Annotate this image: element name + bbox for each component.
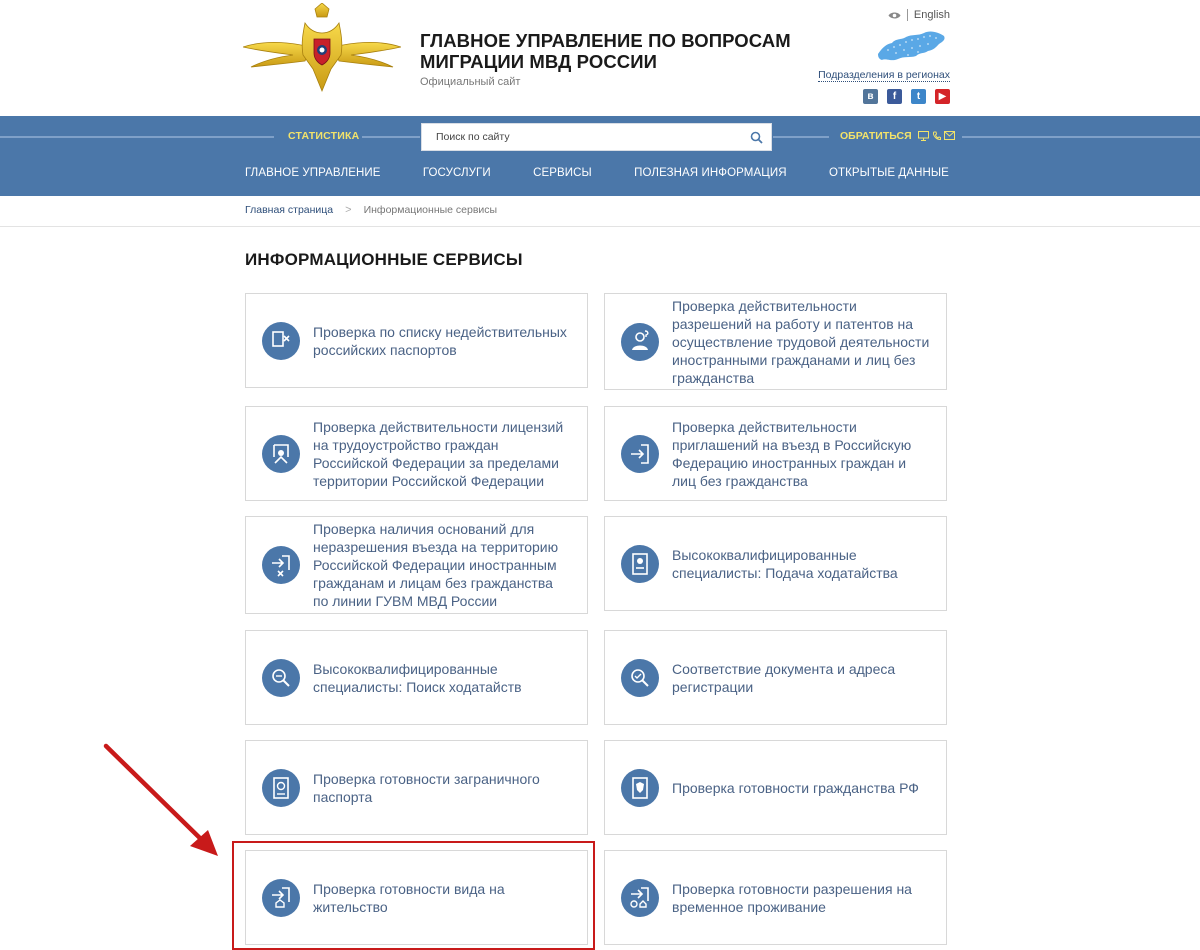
language-switcher: [888, 9, 950, 21]
service-card-label-line: гражданства: [672, 369, 755, 386]
site-title[interactable]: [420, 30, 791, 72]
menu-item-services[interactable]: СЕРВИСЫ: [533, 167, 592, 179]
service-card-label-line: Проверка готовности заграничного: [313, 770, 540, 787]
page-title: ИНФОРМАЦИОННЫЕ СЕРВИСЫ: [245, 250, 523, 269]
russia-map-icon[interactable]: [876, 28, 948, 68]
service-card-label-line: Проверка готовности вида на: [313, 880, 505, 897]
service-card-label-line: Российской Федерации иностранным: [313, 557, 557, 573]
breadcrumb-separator-icon: >: [345, 204, 352, 216]
service-card-label-line: территории Российской Федерации: [313, 472, 545, 489]
service-card[interactable]: [604, 850, 947, 945]
service-card-label-line: приглашений на въезд в Российскую: [672, 436, 912, 453]
service-card[interactable]: [604, 293, 947, 390]
service-card-label-line: осуществление трудовой деятельности: [672, 333, 930, 350]
english-link[interactable]: English: [913, 9, 950, 21]
petition-search-icon: [262, 659, 300, 697]
monitor-icon: [918, 131, 929, 141]
service-card-label-line: Высококвалифицированные: [313, 660, 498, 677]
citizenship-icon: [621, 769, 659, 807]
foreign-passport-icon: [262, 769, 300, 807]
search-input[interactable]: [422, 131, 742, 143]
service-card-label-line: на трудоустройство граждан: [313, 436, 499, 453]
site-header: [0, 0, 1200, 116]
service-card-label-line: Проверка действительности: [672, 418, 857, 435]
service-card-label-line: Высококвалифицированные: [672, 546, 857, 563]
vk-icon[interactable]: в: [863, 89, 878, 104]
site-subtitle: Официальный сайт: [420, 76, 521, 88]
header-utilities: [820, 6, 950, 110]
service-card-label-line: регистрации: [672, 678, 754, 695]
service-card-label: [672, 546, 898, 582]
service-card[interactable]: [604, 740, 947, 835]
mail-icon: [944, 131, 955, 140]
service-card-label-line: Проверка готовности гражданства РФ: [672, 779, 919, 796]
phone-icon: [932, 131, 941, 141]
language-separator: [907, 9, 908, 21]
emblem-logo-icon[interactable]: [243, 3, 401, 97]
entry-ban-icon: [262, 546, 300, 584]
service-card-label-line: временное проживание: [672, 898, 826, 915]
petition-submit-icon: [621, 545, 659, 583]
main-menu: [245, 167, 949, 179]
menu-item-public-services[interactable]: ГОСУСЛУГИ: [422, 167, 491, 179]
youtube-icon[interactable]: ▶: [935, 89, 950, 104]
temporary-residence-icon: [621, 879, 659, 917]
service-card-label-line: Проверка действительности лицензий: [313, 418, 564, 435]
service-card-label-line: жительство: [313, 898, 388, 915]
highlight-box: [232, 841, 595, 950]
service-card-label-line: Проверка готовности разрешения на: [672, 880, 912, 897]
service-card-label: [313, 323, 567, 359]
service-card-label: [672, 297, 929, 387]
service-card-label-line: Проверка наличия оснований для: [313, 521, 535, 537]
invalid-passport-icon: [262, 322, 300, 360]
service-card[interactable]: [245, 740, 588, 835]
facebook-icon[interactable]: f: [887, 89, 902, 104]
nav-decor-line: [0, 136, 274, 138]
eye-icon[interactable]: [888, 11, 901, 20]
service-card-label: [672, 880, 912, 916]
service-card-label-line: по линии ГУВМ МВД России: [313, 593, 498, 609]
service-card[interactable]: [604, 406, 947, 501]
service-card-label-line: Соответствие документа и адреса: [672, 660, 896, 677]
search-box: [421, 123, 772, 151]
breadcrumb-current: Информационные сервисы: [363, 204, 498, 216]
service-card-label: [313, 660, 522, 696]
nav-decor-line: [362, 136, 420, 138]
service-card-label-line: специалисты: Поиск ходатайств: [313, 678, 522, 695]
service-card-label: [672, 779, 919, 797]
service-card[interactable]: [604, 630, 947, 725]
contact-icons: [918, 131, 955, 141]
statistics-link[interactable]: СТАТИСТИКА: [288, 130, 360, 142]
service-card[interactable]: [245, 293, 588, 388]
regions-link[interactable]: Подразделения в регионах: [818, 69, 950, 81]
breadcrumb: [245, 204, 497, 216]
service-card-label-line: гражданам и лицам без гражданства: [313, 575, 553, 591]
service-card[interactable]: [604, 516, 947, 611]
service-card-label-line: Российской Федерации за пределами: [313, 454, 559, 471]
social-links: [863, 89, 950, 104]
service-card-label: [672, 418, 911, 490]
entry-invitation-icon: [621, 435, 659, 473]
service-card-label: [313, 520, 558, 610]
work-permit-icon: [621, 323, 659, 361]
site-title-line1: ГЛАВНОЕ УПРАВЛЕНИЕ ПО ВОПРОСАМ: [420, 30, 791, 51]
service-card-label: [313, 418, 563, 490]
service-card-label-line: паспорта: [313, 788, 373, 805]
service-card[interactable]: [245, 516, 588, 614]
service-card-label-line: Проверка действительности: [672, 297, 857, 314]
employment-license-icon: [262, 435, 300, 473]
service-card-label: [672, 660, 895, 696]
menu-item-main-directorate[interactable]: ГЛАВНОЕ УПРАВЛЕНИЕ: [245, 167, 381, 179]
service-card-label-line: разрешений на работу и патентов на: [672, 315, 914, 332]
contact-label: ОБРАТИТЬСЯ: [840, 130, 912, 142]
header-divider: [0, 226, 1200, 227]
service-card-label-line: российских паспортов: [313, 341, 457, 358]
breadcrumb-home-link[interactable]: Главная страница: [245, 204, 334, 216]
search-icon[interactable]: [750, 131, 763, 144]
red-arrow-annotation: [100, 740, 230, 865]
service-card-label-line: специалисты: Подача ходатайства: [672, 564, 898, 581]
menu-item-open-data[interactable]: ОТКРЫТЫЕ ДАННЫЕ: [828, 167, 949, 179]
service-card-label-line: неразрешения въезда на территорию: [313, 539, 559, 555]
site-title-line2: МИГРАЦИИ МВД РОССИИ: [420, 51, 658, 72]
service-card-label-line: Проверка по списку недействительных: [313, 323, 567, 340]
service-card-label-line: Федерацию иностранных граждан и: [672, 454, 907, 471]
main-navbar: [0, 116, 1200, 196]
menu-item-useful-info[interactable]: ПОЛЕЗНАЯ ИНФОРМАЦИЯ: [634, 167, 787, 179]
service-card-label: [313, 770, 540, 806]
twitter-icon[interactable]: t: [911, 89, 926, 104]
service-card-label-line: лиц без гражданства: [672, 472, 808, 489]
service-card[interactable]: [245, 630, 588, 725]
address-check-icon: [621, 659, 659, 697]
nav-decor-line: [773, 136, 829, 138]
nav-decor-line: [962, 136, 1200, 138]
service-card-label-line: иностранными гражданами и лиц без: [672, 351, 916, 368]
contact-link[interactable]: [840, 130, 955, 142]
service-card[interactable]: [245, 406, 588, 501]
